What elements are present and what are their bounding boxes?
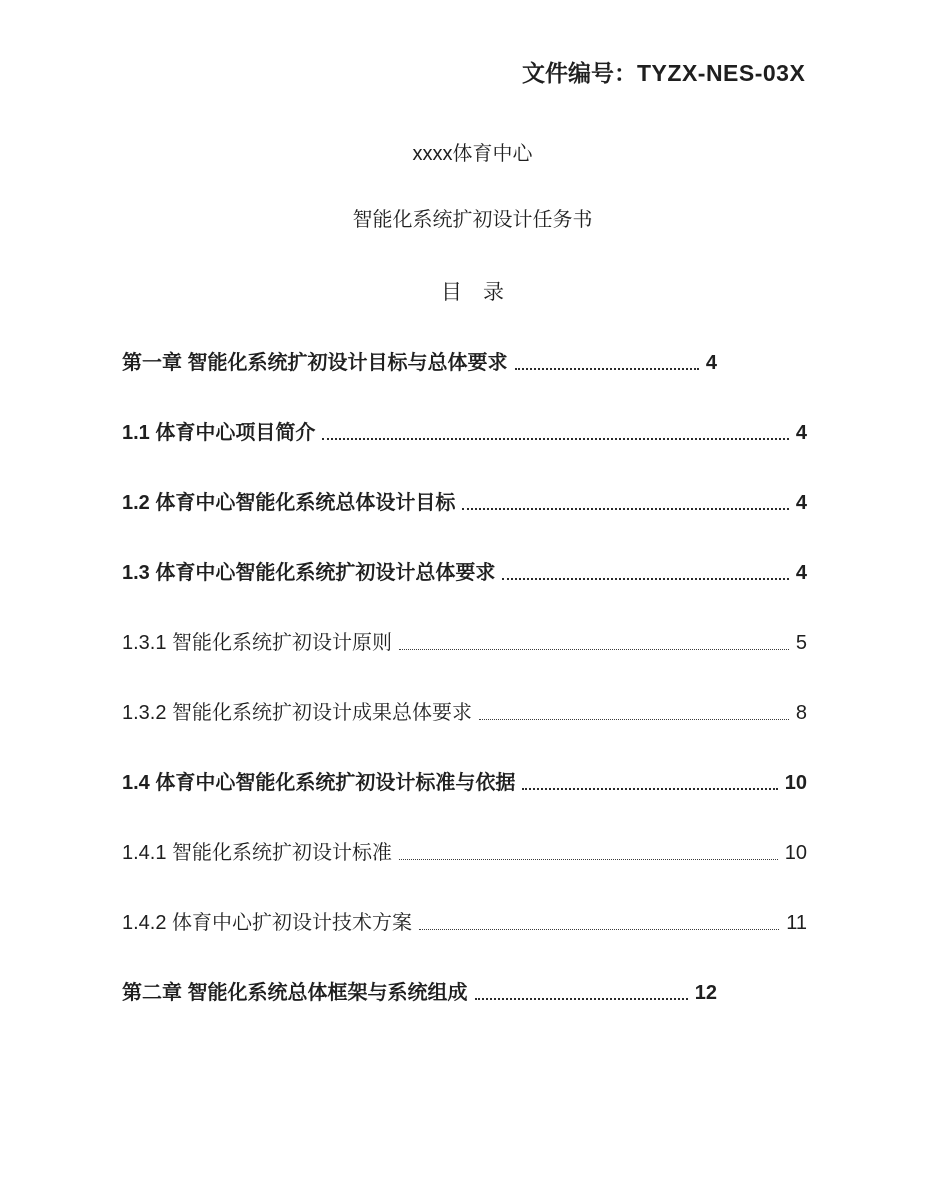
toc-entry[interactable] [122, 840, 807, 866]
toc-entry-page: 4 [705, 352, 717, 374]
dot-leader [515, 368, 699, 370]
toc-entry[interactable] [122, 980, 807, 1006]
toc-entry-page: 4 [795, 562, 807, 584]
toc-entry-page: 10 [784, 842, 807, 864]
toc-entry-label: 1.4.1 智能化系统扩初设计标准 [122, 842, 393, 864]
toc-entry[interactable] [122, 350, 807, 376]
toc-entry[interactable] [122, 910, 807, 936]
doc-number-label: 文件编号： [522, 60, 637, 86]
toc-entry-page: 11 [786, 912, 807, 934]
toc-entry[interactable] [122, 770, 807, 796]
doc-number-value: TYZX-NES-03X [637, 60, 806, 86]
dot-leader [399, 859, 778, 860]
toc-entry[interactable] [122, 420, 807, 446]
toc-entry-label: 第二章 智能化系统总体框架与系统组成 [122, 982, 468, 1004]
toc-entry[interactable] [122, 560, 807, 586]
dot-leader [475, 998, 688, 1000]
toc-entry-page: 4 [795, 422, 807, 444]
toc-entry-page: 4 [795, 492, 807, 514]
toc-entry-page: 5 [795, 632, 807, 654]
toc-entry-label: 1.3.2 智能化系统扩初设计成果总体要求 [122, 702, 473, 724]
toc-entry-page: 8 [795, 702, 807, 724]
toc-entry-page: 10 [784, 772, 807, 794]
toc-entry-label: 1.4.2 体育中心扩初设计技术方案 [122, 912, 413, 934]
toc-entry-page: 12 [694, 982, 717, 1004]
toc-heading: 目 录 [441, 281, 504, 304]
toc-entry[interactable] [122, 700, 807, 726]
dot-leader [502, 578, 789, 580]
dot-leader [462, 508, 789, 510]
toc-list [0, 350, 945, 1006]
doc-number-line [0, 58, 945, 88]
toc-entry-label: 1.2 体育中心智能化系统总体设计目标 [122, 492, 456, 514]
toc-entry-label: 1.4 体育中心智能化系统扩初设计标准与依据 [122, 772, 516, 794]
dot-leader [322, 438, 789, 440]
dot-leader [479, 719, 789, 720]
toc-entry-label: 第一章 智能化系统扩初设计目标与总体要求 [122, 352, 508, 374]
dot-leader [399, 649, 789, 650]
dot-leader [522, 788, 777, 790]
document-title-line2: 智能化系统扩初设计任务书 [352, 209, 593, 231]
toc-entry-label: 1.1 体育中心项目简介 [122, 422, 316, 444]
document-page [0, 58, 945, 1180]
dot-leader [419, 929, 779, 930]
document-title-line1: xxxx体育中心 [412, 143, 533, 165]
toc-entry-label: 1.3 体育中心智能化系统扩初设计总体要求 [122, 562, 496, 584]
toc-entry-label: 1.3.1 智能化系统扩初设计原则 [122, 632, 393, 654]
toc-entry[interactable] [122, 490, 807, 516]
toc-entry[interactable] [122, 630, 807, 656]
